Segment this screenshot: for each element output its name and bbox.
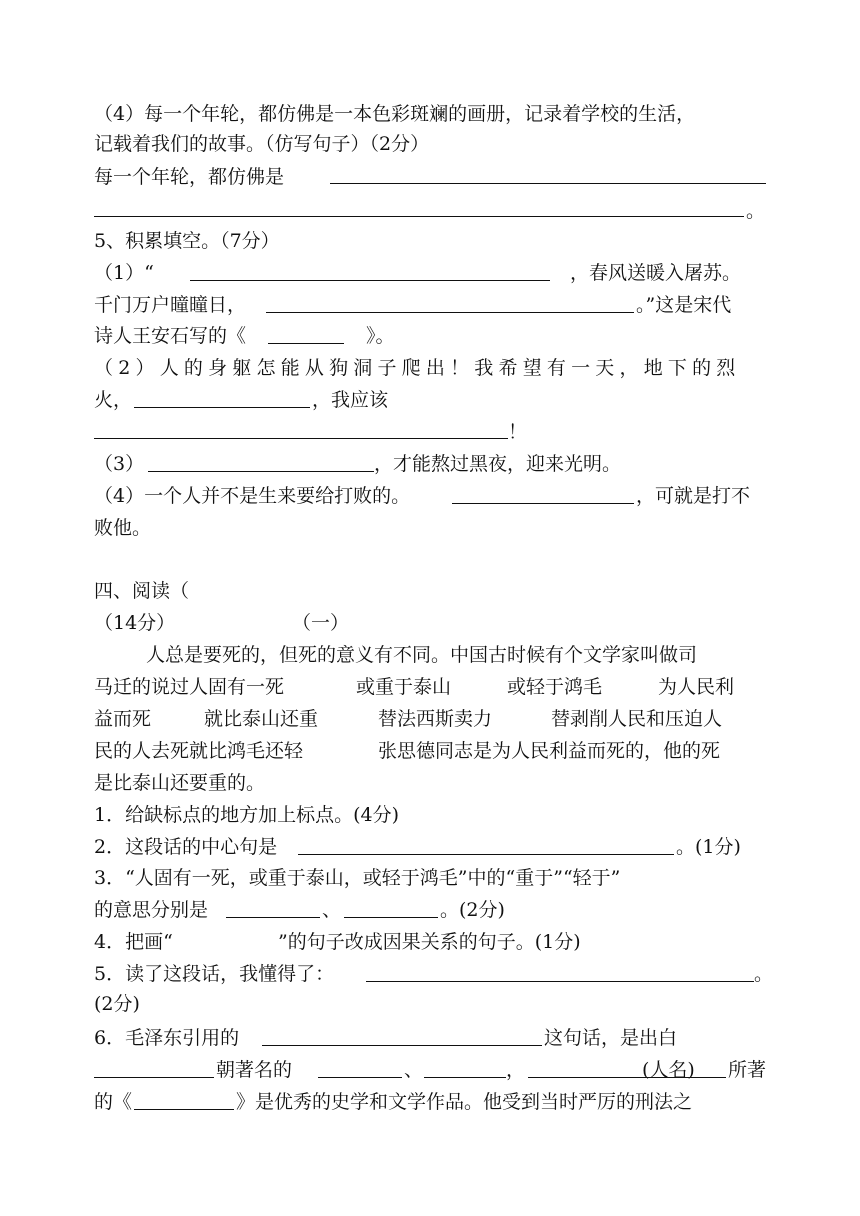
q5-p3-b: ，才能熬过黑夜，迎来光明。 (374, 453, 622, 475)
q5-p4-c: 败他。 (94, 517, 152, 539)
reading-q2-a: 2．这段话的中心句是 (94, 836, 278, 858)
reading-q6-blank-3[interactable] (318, 1077, 402, 1078)
q5-p3-blank[interactable] (148, 471, 374, 472)
reading-q3-c: 、 (322, 899, 342, 921)
q5-p1-blank-3[interactable] (268, 343, 344, 344)
q4-answer-blank-1[interactable] (330, 183, 766, 184)
reading-q6-d: 、 (404, 1059, 424, 1081)
reading-q6-h: 的《 (94, 1091, 133, 1113)
reading-q6-g: 所著 (728, 1059, 767, 1081)
reading-para-seg: 或轻于鸿毛 (507, 676, 603, 698)
reading-para-seg: 替剥削人民和压迫人 (551, 708, 723, 730)
reading-para-seg: 替法西斯卖力 (378, 708, 493, 730)
reading-q3-b: 的意思分别是 (94, 899, 209, 921)
reading-q3-a: 3．“人固有一死，或重于泰山，或轻于鸿毛”中的“重于”“轻于” (94, 867, 621, 889)
reading-q2-b: 。(1分) (676, 836, 741, 858)
q4-line-2: 记载着我们的故事。（仿写句子）（2分） (94, 133, 430, 155)
q5-p2-blank-1[interactable] (134, 407, 310, 408)
q5-p3-a: （3） (94, 453, 145, 475)
reading-para-seg: 为人民利 (658, 676, 735, 698)
reading-q6-a: 6．毛泽东引用的 (94, 1027, 240, 1049)
reading-q6-blank-4[interactable] (424, 1077, 506, 1078)
reading-q4-b: ”的句子改成因果关系的句子。(1分) (278, 931, 581, 953)
q4-line-1: （4）每一个年轮，都仿佛是一本色彩斑斓的画册，记录着学校的生活， (94, 103, 696, 125)
q4-line-3: 每一个年轮，都仿佛是 (94, 166, 285, 188)
reading-part: （一） (292, 612, 350, 634)
reading-q5-c: (2分) (94, 993, 140, 1015)
reading-q3-d: 。(2分) (440, 899, 505, 921)
reading-q4-a: 4．把画“ (94, 931, 173, 953)
reading-q6-b: 这句话，是出白 (544, 1027, 678, 1049)
q5-p1-blank-1[interactable] (190, 280, 550, 281)
reading-q6-e: ， (506, 1059, 526, 1081)
q5-p2-blank-2[interactable] (94, 438, 508, 439)
reading-para-seg: 就比泰山还重 (204, 708, 319, 730)
reading-q6-i: 》是优秀的史学和文学作品。他受到当时严厉的刑法之 (236, 1091, 693, 1113)
q5-p2-c: ，我应该 (312, 389, 389, 411)
reading-q6-blank-6[interactable] (134, 1109, 234, 1110)
reading-q3-blank-2[interactable] (344, 917, 438, 918)
q5-p2-b: 火， (94, 389, 133, 411)
reading-q6-blank-2[interactable] (94, 1077, 214, 1078)
reading-q1: 1．给缺标点的地方加上标点。(4分) (94, 804, 400, 826)
q5-p1-a: （1）“ (94, 262, 154, 284)
reading-para-seg: 马迁的说过人固有一死 (94, 676, 285, 698)
reading-score: （14分） (94, 612, 176, 634)
reading-q5-b: 。 (754, 963, 774, 985)
reading-para-line-last: 是比泰山还要重的。 (94, 772, 266, 794)
q5-title: 5、积累填空。（7分） (94, 230, 280, 252)
q5-p4-b: ，可就是打不 (636, 485, 751, 507)
q5-p1-b: ，春风送暖入屠苏。 (570, 262, 742, 284)
reading-para-seg: 民的人去死就比鸿毛还轻 (94, 740, 304, 762)
q5-p2-d: ！ (508, 421, 528, 443)
reading-q2-blank[interactable] (298, 854, 674, 855)
q5-p4-blank[interactable] (452, 503, 634, 504)
q5-p1-c: 千门万户曈曈日， (94, 294, 247, 316)
reading-para-seg: 或重于泰山 (356, 676, 452, 698)
reading-q6-blank-1[interactable] (262, 1045, 542, 1046)
reading-para-line-1: 人总是要死的，但死的意义有不同。中国古时候有个文学家叫做司 (146, 644, 698, 666)
q5-p1-e: 诗人王安石写的《 (94, 325, 247, 347)
q5-p4-a: （4）一个人并不是生来要给打败的。 (94, 485, 411, 507)
q4-answer-blank-2[interactable] (94, 216, 744, 217)
reading-q5-a: 5．读了这段话，我懂得了： (94, 963, 335, 985)
q5-p1-blank-2[interactable] (266, 312, 634, 313)
reading-q6-f: (人名) (642, 1059, 695, 1081)
reading-q3-blank-1[interactable] (226, 917, 320, 918)
reading-q5-blank[interactable] (366, 981, 754, 982)
reading-para-seg: 益而死 (94, 708, 152, 730)
reading-q6-blank-5[interactable] (528, 1077, 642, 1078)
reading-q6-name-underline (642, 1077, 726, 1078)
q5-p2-a: （2）人的身躯怎能从狗洞子爬出！我希望有一天，地下的烈 (94, 357, 741, 379)
reading-para-seg: 张思德同志是为人民利益而死的，他的死 (378, 740, 721, 762)
q4-end-period: 。 (746, 200, 766, 222)
q5-p1-d: 。”这是宋代 (636, 294, 732, 316)
q5-p1-f: 》。 (366, 325, 395, 347)
reading-q6-c: 朝著名的 (216, 1059, 293, 1081)
reading-title: 四、阅读（ (94, 580, 190, 602)
